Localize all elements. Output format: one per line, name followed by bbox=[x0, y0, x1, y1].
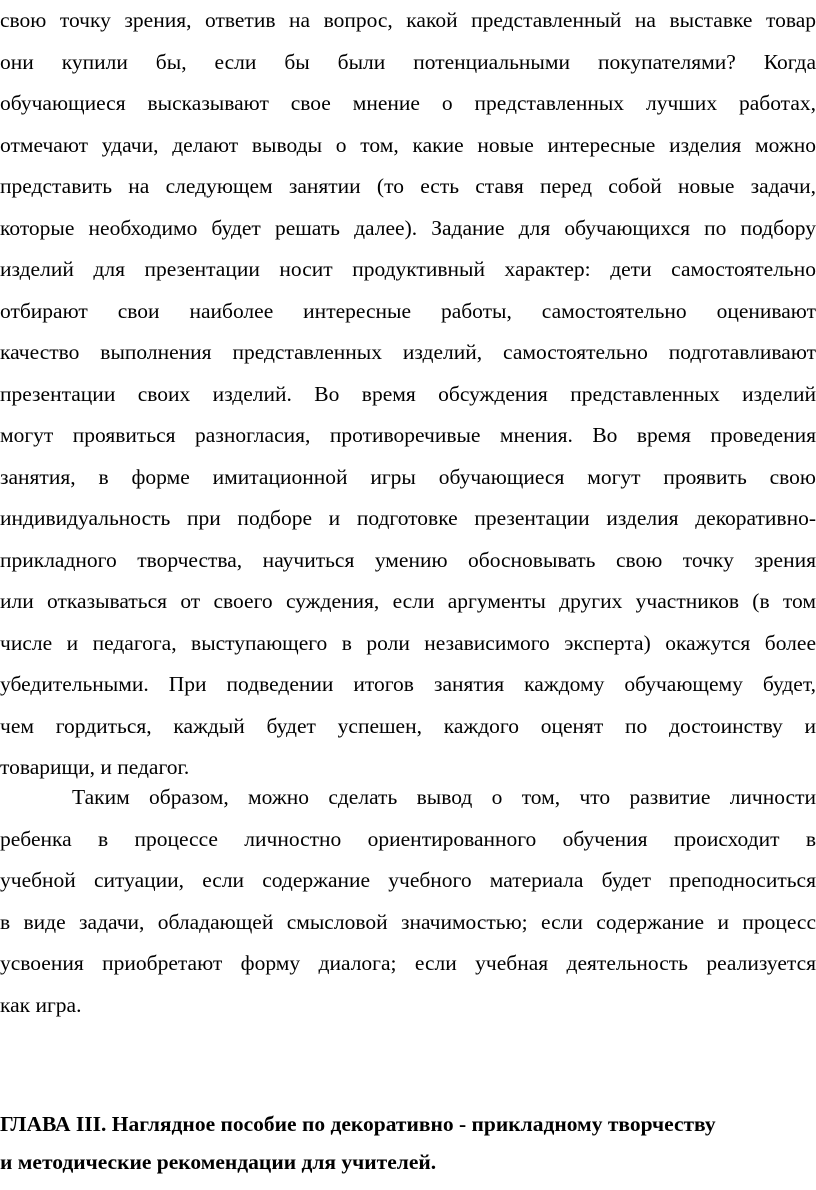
text-line: числе и педагога, выступающего в роли независимого эксперта) окажутся более bbox=[0, 630, 816, 655]
text-line: изделий для презентации носит продуктивный характер: дети самостоятельно bbox=[0, 257, 816, 281]
text-line: качество выполнения представленных изделий, самостоятельно подготавливают bbox=[0, 340, 816, 364]
text-line: прикладного творчества, научиться умению обосновывать свою точку зрения bbox=[0, 547, 816, 572]
text-line: усвоения приобретают форму диалога; если учебная деятельность реализуется bbox=[0, 951, 816, 975]
text-line: или отказываться от своего суждения, если аргументы других участников (в том bbox=[0, 589, 816, 613]
heading-line: и методические рекомендации для учителей. bbox=[0, 1150, 437, 1174]
text-line: отбирают свои наиболее интересные работы, самостоятельно оценивают bbox=[0, 298, 816, 323]
text-line: Таким образом, можно сделать вывод о том, что развитие личности bbox=[72, 785, 816, 809]
text-line: презентации своих изделий. Во время обсуждения представленных изделий bbox=[0, 381, 816, 406]
text-line: ребенка в процессе личностно ориентированного обучения происходит в bbox=[0, 826, 816, 851]
text-line: отмечают удачи, делают выводы о том, какие новые интересные изделия можно bbox=[0, 132, 816, 157]
text-line: учебной ситуации, если содержание учебного материала будет преподноситься bbox=[0, 868, 816, 892]
text-line: которые необходимо будет решать далее). Задание для обучающихся по подбору bbox=[0, 215, 816, 240]
text-line: в виде задачи, обладающей смысловой значимостью; если содержание и процесс bbox=[0, 909, 816, 934]
text-line: занятия, в форме имитационной игры обучающиеся могут проявить свою bbox=[0, 464, 816, 489]
text-line: как игра. bbox=[0, 992, 82, 1017]
heading-line: ГЛАВА III. Наглядное пособие по декоративно - прикладному творчеству bbox=[0, 1112, 716, 1136]
text-line: индивидуальность при подборе и подготовке презентации изделия декоративно- bbox=[0, 506, 816, 530]
text-line: могут проявиться разногласия, противоречивые мнения. Во время проведения bbox=[0, 423, 816, 447]
text-line: они купили бы, если бы были потенциальными покупателями? Когда bbox=[0, 49, 816, 74]
text-line: убедительными. При подведении итогов занятия каждому обучающему будет, bbox=[0, 672, 816, 696]
text-line: свою точку зрения, ответив на вопрос, какой представленный на выставке товар bbox=[0, 8, 816, 32]
text-line: обучающиеся высказывают свое мнение о представленных лучших работах, bbox=[0, 91, 816, 115]
text-line: товарищи, и педагог. bbox=[0, 755, 190, 779]
text-line: представить на следующем занятии (то есть ставя перед собой новые задачи, bbox=[0, 174, 816, 198]
body-paragraph-2 bbox=[0, 777, 816, 1026]
chapter-heading bbox=[0, 1105, 816, 1181]
text-line: чем гордиться, каждый будет успешен, каждого оценят по достоинству и bbox=[0, 713, 816, 738]
